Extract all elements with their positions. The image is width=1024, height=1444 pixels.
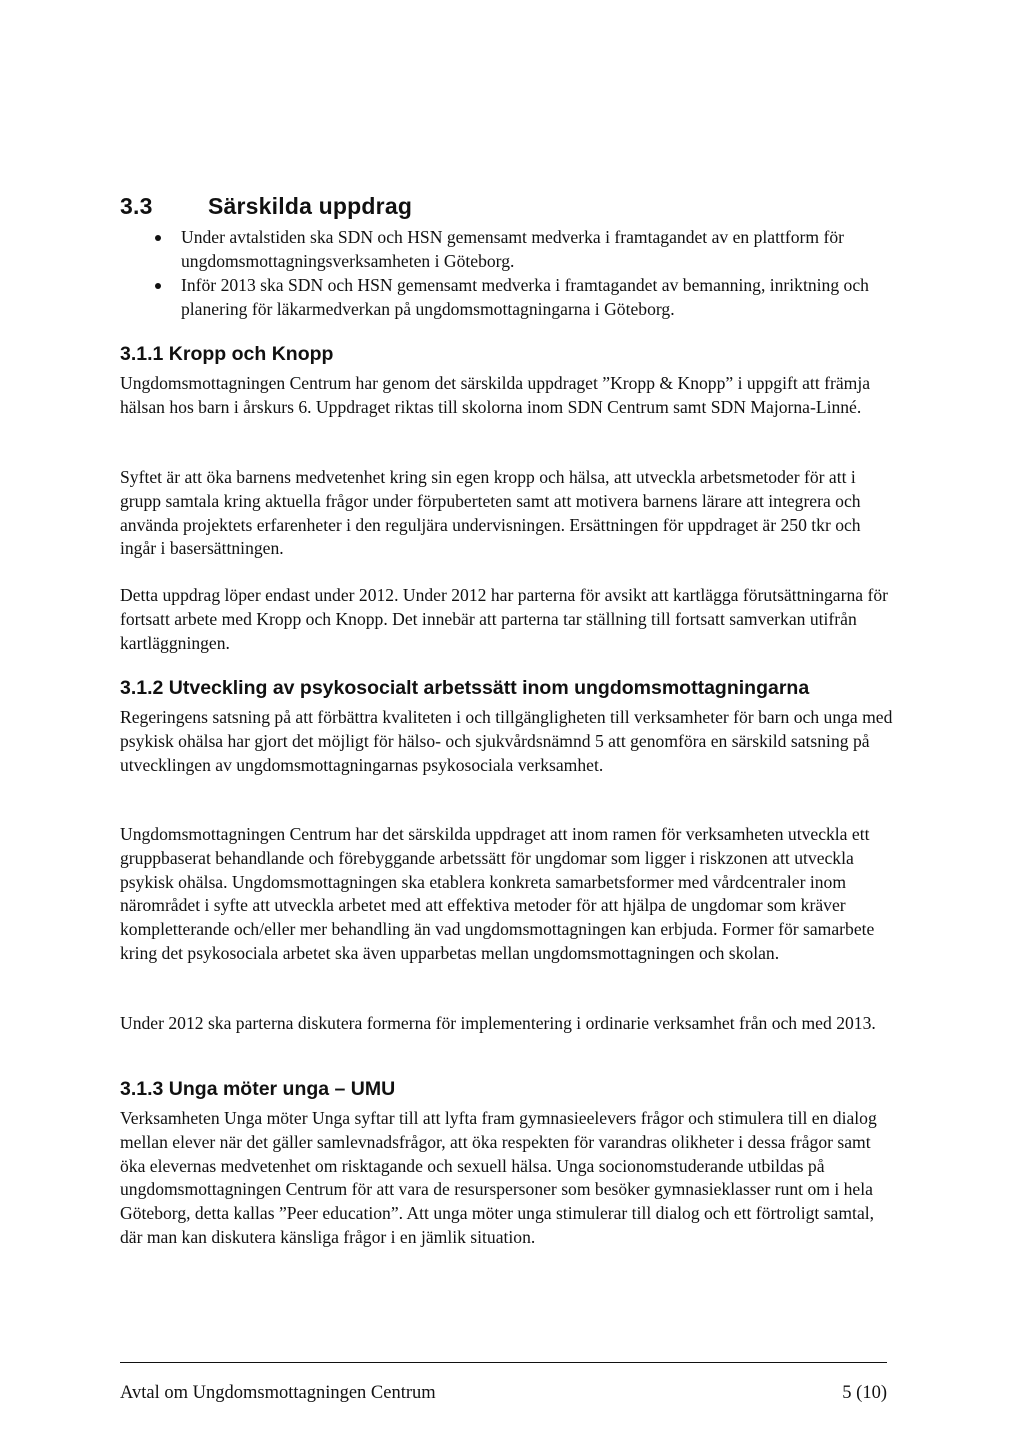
section-bullet-list bbox=[120, 225, 920, 321]
paragraph: Regeringens satsning på att förbättra kvaliteten i och tillgängligheten till verksamheter för barn och unga med psykisk ohälsa har gjort det möjligt för hälso- och sjukvårdsnämnd 5 att genomföra en särskild satsning på utvecklingen av ungdomsmottagningarnas psykosociala verksamhet. bbox=[120, 707, 893, 775]
bullet-icon bbox=[155, 283, 161, 289]
page-number: 5 (10) bbox=[842, 1383, 887, 1403]
paragraph: Verksamheten Unga möter Unga syftar till att lyfta fram gymnasieelevers frågor och stimulera till en dialog mellan elever när det gäller samlevnadsfrågor, att öka respekten för varandras olikheter i dessa frågor samt öka elevernas medvetenhet om risktagande och sexuell hälsa. Unga socionomstuderande utbildas på ungdomsmottagningen Centrum för att vara de resurspersoner som besöker gymnasieklasser runt om i hela Göteborg, detta kallas ”Peer education”. Att unga möter unga stimulerar till dialog och ett förtroligt samtal, där man kan diskutera känsliga frågor i en jämlik situation. bbox=[120, 1108, 877, 1247]
paragraph: Under 2012 ska parterna diskutera formerna för implementering i ordinarie verksamhet från och med 2013. bbox=[120, 1013, 876, 1033]
bullet-item bbox=[120, 225, 920, 273]
footer-divider bbox=[120, 1362, 887, 1363]
section-number: 3.3 bbox=[120, 193, 153, 219]
bullet-icon bbox=[155, 235, 161, 241]
section-title: Särskilda uppdrag bbox=[208, 193, 413, 219]
bullet-text: Under avtalstiden ska SDN och HSN gemensamt medverka i framtagandet av en plattform för ungdomsmottagningsverksamheten i Göteborg. bbox=[181, 227, 844, 271]
subsection-heading-umu: 3.1.3 Unga möter unga – UMU bbox=[120, 1078, 396, 1100]
paragraph: Detta uppdrag löper endast under 2012. Under 2012 har parterna för avsikt att kartlägga förutsättningarna för fortsatt arbete med Kropp och Knopp. Det innebär att parterna tar ställning till fortsatt samverkan utifrån kartläggningen. bbox=[120, 585, 888, 653]
subsection-heading-kropp-och-knopp: 3.1.1 Kropp och Knopp bbox=[120, 343, 334, 365]
section-heading bbox=[120, 193, 412, 220]
footer-title: Avtal om Ungdomsmottagningen Centrum bbox=[120, 1383, 436, 1403]
paragraph: Ungdomsmottagningen Centrum har det särskilda uppdraget att inom ramen för verksamheten utveckla ett gruppbaserat behandlande och förebyggande arbetssätt för ungdomar som ligger i riskzonen att utveckla psykisk ohälsa. Ungdomsmottagningen ska etablera konkreta samarbetsformer med vårdcentraler inom närområdet i syfte att utveckla arbetet med att effektiva metoder för att hjälpa de ungdomar som kräver kompletterande och/eller mer behandling än vad ungdomsmottagningen kan erbjuda. Former för samarbete kring det psykosociala arbetet ska även upparbetas mellan ungdomsmottagningen och skolan. bbox=[120, 824, 875, 963]
paragraph: Syftet är att öka barnens medvetenhet kring sin egen kropp och hälsa, att utveckla arbetsmetoder för att i grupp samtala kring aktuella frågor under förpuberteten samt att motivera barnens lärare att integrera och använda projektets erfarenheter i den reguljära undervisningen. Ersättningen för uppdraget är 250 tkr och ingår i basersättningen. bbox=[120, 467, 861, 559]
paragraph: Ungdomsmottagningen Centrum har genom det särskilda uppdraget ”Kropp & Knopp” i uppgift att främja hälsan hos barn i årskurs 6. Uppdraget riktas till skolorna inom SDN Centrum samt SDN Majorna-Linné. bbox=[120, 373, 871, 417]
bullet-text: Inför 2013 ska SDN och HSN gemensamt medverka i framtagandet av bemanning, inriktning och planering för läkarmedverkan på ungdomsmottagningarna i Göteborg. bbox=[181, 275, 869, 319]
subsection-heading-psykosocialt: 3.1.2 Utveckling av psykosocialt arbetssätt inom ungdomsmottagningarna bbox=[120, 677, 810, 699]
bullet-item bbox=[120, 273, 920, 321]
